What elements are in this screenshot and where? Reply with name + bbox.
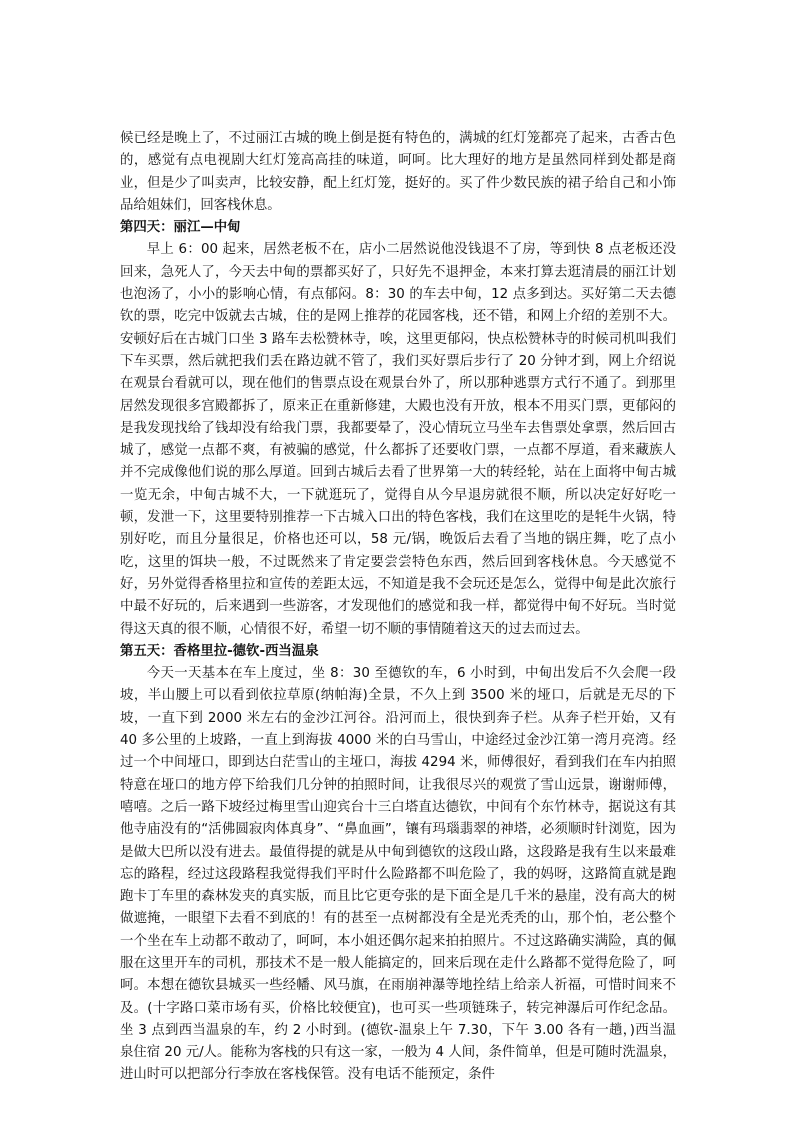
section-heading-day5: 第五天：香格里拉-德钦-西当温泉 — [120, 643, 319, 659]
document-page — [120, 128, 676, 1087]
section-heading-day4: 第四天：丽江—中甸 — [120, 220, 241, 236]
paragraph-day5: 今天一天基本在车上度过，坐 8：30 至德钦的车，6 小时到，中甸出发后不久会爬一段坡，半山腰上可以看到依拉草原(纳帕海)全景，不久上到 3500 米的垭口，后就是无尽的下坡，一直下到 2000 米左右的金沙江河谷。沿河而上，很快到奔子栏。从奔子栏开始，又有 40 多公里的上坡路，一直上到海拔 4000 米的白马雪山，中途经过金沙江第一湾月亮湾。经过一个中间垭口，即到达白茫雪山的主垭口，海拔 4294 米，师傅很好，看到我们在车内拍照特意在垭口的地方停下给我们几分钟的拍照时间，让我很尽兴的观赏了雪山远景，谢谢师傅，嘻嘻。之后一路下坡经过梅里雪山迎宾台十三白塔直达德钦，中间有个东竹林寺，据说这有其他寺庙没有的“活佛圆寂肉体真身”、“鼻血画”，镶有玛瑙翡翠的神塔，必须顺时针浏览，因为是做大巴所以没有进去。最值得提的就是从中甸到德钦的这段山路，这段路是我有生以来最难忘的路程，经过这段路程我觉得我们平时什么险路都不叫危险了，我的妈呀，这路简直就是跑跑卡丁车里的森林发夹的真实版，而且比它更夸张的是下面全是几千米的悬崖，没有高大的树做遮掩，一眼望下去看不到底的！有的甚至一点树都没有全是光秃秃的山，那个怕，老公整个一个坐在车上动都不敢动了，呵呵，本小姐还偶尔起来拍拍照片。不过这路确实满险，真的佩服在这里开车的司机，那技术不是一般人能搞定的，回来后现在走什么路都不觉得危险了，呵呵。本想在德钦县城买一些经幡、风马旗，在雨崩神瀑等地拴结上给亲人祈福，可惜时间来不及。(十字路口菜市场有买，价格比较便宜)，也可买一些项链珠子，转完神瀑后可作纪念品。坐 3 点到西当温泉的车，约 2 小时到。(德钦-温泉上午 7.30，下午 3.00 各有一趟，)西当温泉住宿 20 元/人。能称为客栈的只有这一家，一般为 4 人间，条件简单，但是可随时洗温泉，进山时可以把部分行李放在客栈保管。没有电话不能预定，条件 — [120, 666, 676, 1083]
paragraph-lijiang-evening: 候已经是晚上了，不过丽江古城的晚上倒是挺有特色的，满城的红灯笼都亮了起来，古香古色的，感觉有点电视剧大红灯笼高高挂的味道，呵呵。比大理好的地方是虽然同样到处都是商业，但是少了叫卖声，比较安静，配上红灯笼，挺好的。买了件少数民族的裙子给自己和小饰品给姐妹们，回客栈休息。 — [120, 131, 676, 213]
paragraph-day4: 早上 6：00 起来，居然老板不在，店小二居然说他没钱退不了房，等到快 8 点老板还没回来，急死人了，今天去中甸的票都买好了，只好先不退押金，本来打算去逛清晨的丽江计划也泡汤了，小小的影响心情，有点郁闷。8：30 的车去中甸，12 点多到达。买好第二天去德钦的票，吃完中饭就去古城，住的是网上推荐的花园客栈，还不错，和网上介绍的差别不大。安顿好后在古城门口坐 3 路车去松赞林寺，唉，这里更郁闷，快点松赞林寺的时候司机叫我们下车买票，然后就把我们丢在路边就不管了，我们买好票后步行了 20 分钟才到，网上介绍说在观景台看就可以，现在他们的售票点设在观景台外了，所以那种逃票方式行不通了。到那里居然发现很多宫殿都拆了，原来正在重新修建，大殿也没有开放，根本不用买门票，更郁闷的是我发现找给了钱却没有给我门票，我都要晕了，没心情玩立马坐车去售票处拿票，然后回古城了，感觉一点都不爽，有被骗的感觉，什么都拆了还要收门票，一点都不厚道，看来藏族人并不完成像他们说的那么厚道。回到古城后去看了世界第一大的转经轮，站在上面将中甸古城一览无余，中甸古城不大，一下就逛玩了，觉得自从今早退房就很不顺，所以决定好好吃一顿，发泄一下，这里要特别推荐一下古城入口出的特色客栈，我们在这里吃的是牦牛火锅，特别好吃，而且分量很足，价格也还可以，58 元/锅，晚饭后去看了当地的锅庄舞，吃了点小吃，这里的饵块一般，不过既然来了肯定要尝尝特色东西，然后回到客栈休息。今天感觉不好，另外觉得香格里拉和宣传的差距太远，不知道是我不会玩还是怎么，觉得中甸是此次旅行中最不好玩的，后来遇到一些游客，才发现他们的感觉和我一样，都觉得中甸不好玩。当时觉得这天真的很不顺，心情很不好，希望一切不顺的事情随着这天的过去而过去。 — [120, 242, 676, 637]
